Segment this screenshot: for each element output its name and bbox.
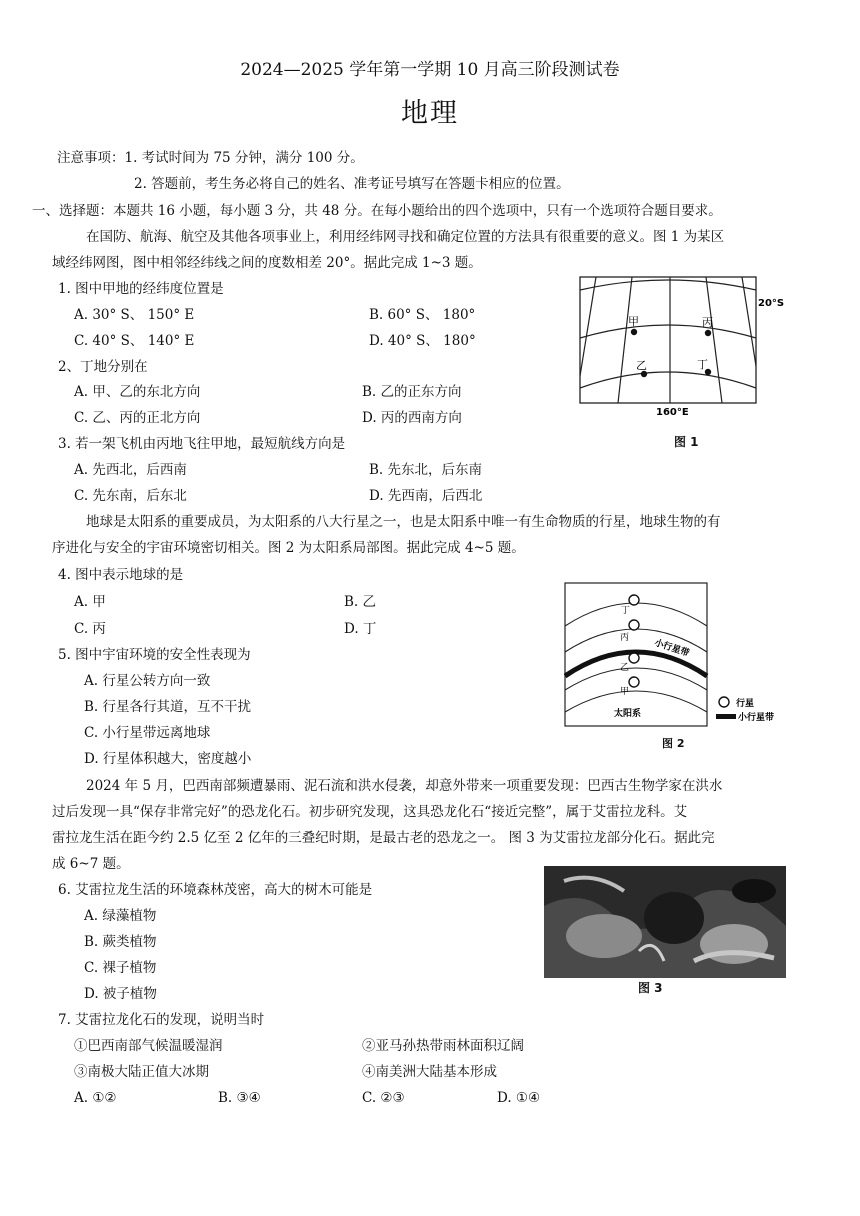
q7-option-c[interactable]: C. ②③	[362, 1090, 405, 1106]
q2-stem: 2、丁地分别在	[58, 359, 148, 375]
label-yi: 乙	[636, 359, 647, 372]
planet-ding	[629, 595, 639, 605]
latitude-line	[580, 372, 756, 388]
belt-label: 小行星带	[653, 638, 691, 659]
q5-option-b[interactable]: B. 行星各行其道，互不干扰	[84, 699, 252, 715]
label-jia: 甲	[620, 687, 630, 697]
intro1-line1: 在国防、航海、航空及其他各项事业上，利用经纬网寻找和确定位置的方法具有很重要的意义。图 1 为某区	[86, 229, 725, 245]
q6-option-b[interactable]: B. 蕨类植物	[84, 934, 157, 950]
q3-option-b[interactable]: B. 先东北，后东南	[369, 462, 483, 478]
intro1-line2: 域经纬网图，图中相邻经纬线之间的度数相差 20°。据此完成 1~3 题。	[52, 255, 482, 271]
q4-option-d[interactable]: D. 丁	[344, 621, 377, 637]
q6-option-c[interactable]: C. 裸子植物	[84, 960, 157, 976]
figure-2-caption: 图 2	[662, 737, 685, 750]
q5-stem: 5. 图中宇宙环境的安全性表现为	[58, 647, 251, 663]
fossil-photo	[544, 866, 786, 978]
planet-jia	[629, 677, 639, 687]
q7-option-d[interactable]: D. ①④	[497, 1090, 541, 1106]
subject-title: 地理	[401, 98, 459, 129]
figure-1	[578, 276, 790, 456]
label-yi: 乙	[620, 663, 630, 673]
q2-option-a[interactable]: A. 甲、乙的东北方向	[74, 384, 201, 400]
latitude-line	[580, 280, 756, 290]
legend-planet-symbol	[719, 697, 729, 707]
q3-option-d[interactable]: D. 先西南，后西北	[369, 488, 483, 504]
q6-option-a[interactable]: A. 绿藻植物	[84, 908, 157, 924]
intro2-line2: 序进化与安全的宇宙环境密切相关。图 2 为太阳系局部图。据此完成 4~5 题。	[52, 540, 525, 556]
label-bing: 丙	[620, 633, 630, 643]
graticule-map	[578, 276, 790, 456]
q2-option-c[interactable]: C. 乙、丙的正北方向	[74, 410, 201, 426]
figure-1-caption: 图 1	[674, 435, 699, 449]
q4-option-b[interactable]: B. 乙	[344, 594, 377, 610]
intro2-line1: 地球是太阳系的重要成员，为太阳系的八大行星之一，也是太阳系中唯一有生命物质的行星，地球生物的有	[86, 514, 721, 530]
legend-planet-label: 行星	[736, 699, 755, 709]
q4-stem: 4. 图中表示地球的是	[58, 567, 184, 583]
exam-title: 2024—2025 学年第一学期 10 月高三阶段测试卷	[240, 60, 620, 80]
label-ding: 丁	[621, 606, 631, 616]
intro3-line4: 成 6~7 题。	[52, 856, 130, 872]
meridian-line	[580, 277, 596, 376]
q4-option-c[interactable]: C. 丙	[74, 621, 106, 637]
q3-option-a[interactable]: A. 先西北，后西南	[74, 462, 187, 478]
latitude-line	[580, 325, 756, 338]
point-jia	[631, 329, 637, 335]
q1-option-c[interactable]: C. 40° S、 140° E	[74, 333, 195, 349]
label-ding: 丁	[697, 358, 708, 371]
q7-statement-3: ③南极大陆正值大冰期	[74, 1064, 209, 1080]
meridian-line	[618, 277, 632, 403]
planet-yi	[629, 653, 639, 663]
intro3-line1: 2024 年 5 月，巴西南部频遭暴雨、泥石流和洪水侵袭，却意外带来一项重要发现：巴西古生物学家在洪水	[86, 778, 723, 794]
map-frame	[580, 277, 756, 403]
q7-option-a[interactable]: A. ①②	[74, 1090, 117, 1106]
q5-option-d[interactable]: D. 行星体积越大，密度越小	[84, 751, 252, 767]
q7-statement-2: ②亚马孙热带雨林面积辽阔	[362, 1038, 524, 1054]
q7-statement-4: ④南美洲大陆基本形成	[362, 1064, 497, 1080]
meridian-line	[706, 277, 722, 403]
q1-stem: 1. 图中甲地的经纬度位置是	[58, 281, 224, 297]
planet-bing	[629, 620, 639, 630]
q1-option-d[interactable]: D. 40° S、 180°	[369, 333, 476, 349]
q6-option-d[interactable]: D. 被子植物	[84, 986, 157, 1002]
note-1: 注意事项：1. 考试时间为 75 分钟，满分 100 分。	[57, 150, 364, 166]
q4-option-a[interactable]: A. 甲	[74, 594, 106, 610]
q7-stem: 7. 艾雷拉龙化石的发现，说明当时	[58, 1012, 265, 1028]
q1-option-a[interactable]: A. 30° S、 150° E	[74, 307, 195, 323]
legend-belt-symbol	[716, 714, 736, 719]
q7-option-b[interactable]: B. ③④	[218, 1090, 261, 1106]
q2-option-b[interactable]: B. 乙的正东方向	[362, 384, 462, 400]
figure-3-caption: 图 3	[638, 981, 663, 995]
solar-system-label: 太阳系	[614, 709, 642, 719]
q5-option-c[interactable]: C. 小行星带远离地球	[84, 725, 211, 741]
point-bing	[705, 330, 711, 336]
figure-3	[544, 866, 786, 998]
q5-option-a[interactable]: A. 行星公转方向一致	[84, 673, 211, 689]
intro3-line3: 雷拉龙生活在距今约 2.5 亿至 2 亿年的三叠纪时期，是最古老的恐龙之一。 图 3 为艾雷拉龙部分化石。据此完	[52, 830, 715, 846]
note-2: 2. 答题前，考生务必将自己的姓名、准考证号填写在答题卡相应的位置。	[134, 176, 570, 192]
solar-system-diagram	[564, 582, 804, 732]
meridian-line	[742, 277, 756, 366]
intro3-line2: 过后发现一具“保存非常完好”的恐龙化石。初步研究发现，这具恐龙化石“接近完整”，属于艾雷拉龙科。艾	[52, 804, 688, 820]
q2-option-d[interactable]: D. 丙的西南方向	[362, 410, 462, 426]
label-jia: 甲	[628, 315, 639, 328]
q7-statement-1: ①巴西南部气候温暖湿润	[74, 1038, 223, 1054]
q6-stem: 6. 艾雷拉龙生活的环境森林茂密，高大的树木可能是	[58, 882, 373, 898]
latitude-label: 20°S	[758, 298, 785, 309]
figure-2	[564, 582, 804, 752]
q1-option-b[interactable]: B. 60° S、 180°	[369, 307, 476, 323]
legend-belt-label: 小行星带	[738, 713, 775, 723]
longitude-label: 160°E	[656, 407, 689, 418]
section-heading: 一、选择题：本题共 16 小题，每小题 3 分，共 48 分。在每小题给出的四个选项中，只有一个选项符合题目要求。	[32, 203, 722, 219]
q3-stem: 3. 若一架飞机由丙地飞往甲地，最短航线方向是	[58, 436, 346, 452]
q3-option-c[interactable]: C. 先东南，后东北	[74, 488, 187, 504]
label-bing: 丙	[702, 316, 713, 329]
